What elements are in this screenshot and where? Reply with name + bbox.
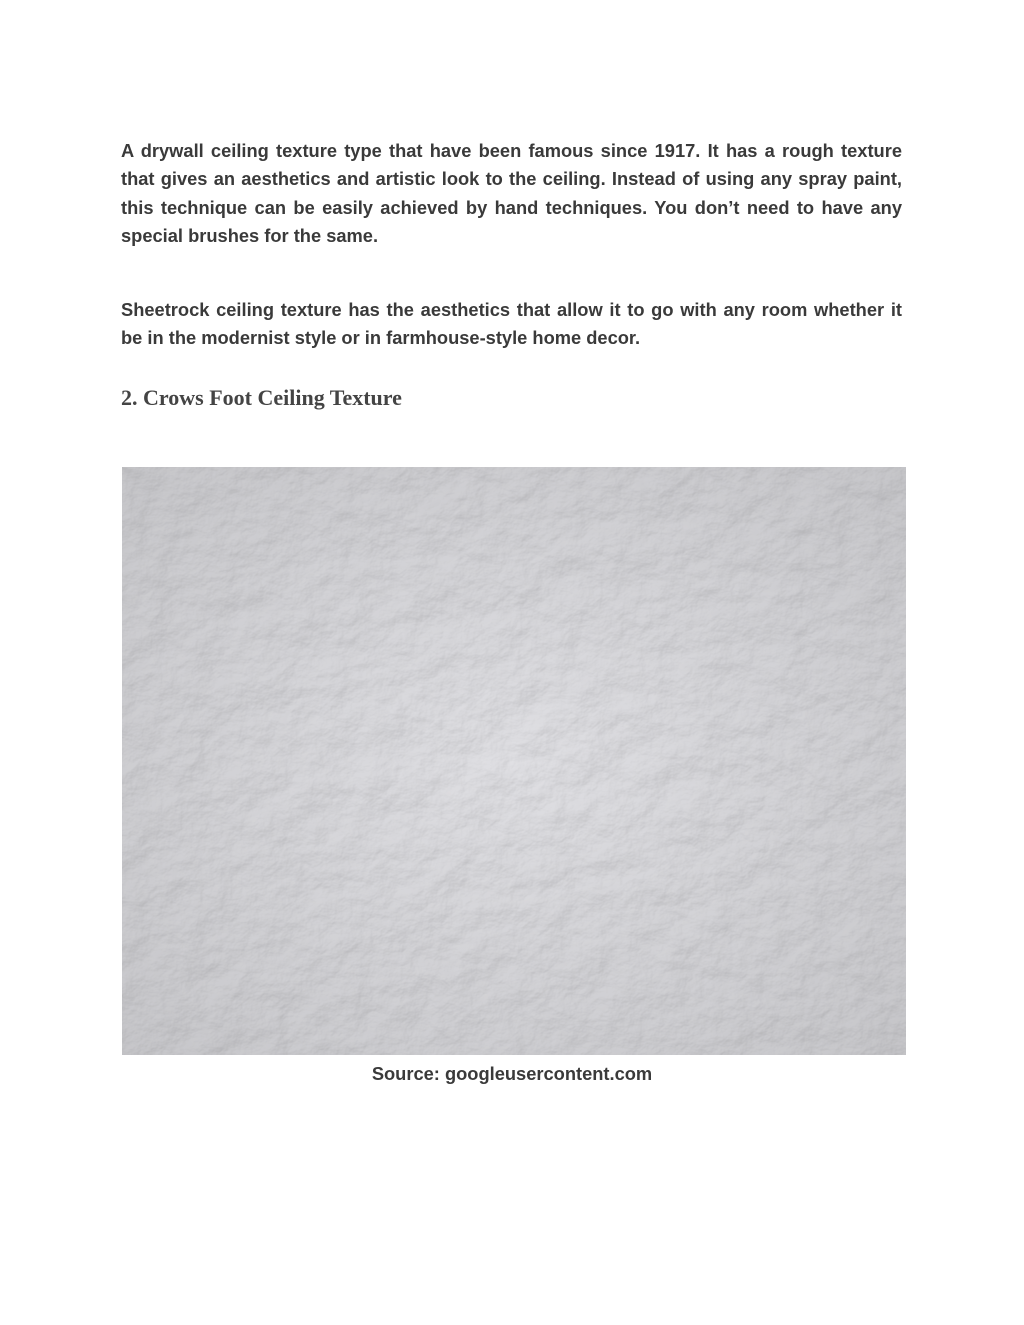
image-caption: Source: googleusercontent.com (371, 1063, 653, 1084)
body-paragraph-1: A drywall ceiling texture type that have been famous since 1917. It has a rough texture that gives an aesthetics and artistic look to the ceiling. Instead of using any spray paint, this technique can be easily achieved by hand techniques. You don’t need to have any special brushes for the same. (121, 140, 902, 246)
section-heading: 2. Crows Foot Ceiling Texture (121, 385, 402, 410)
crows-foot-texture-photo (122, 467, 906, 1055)
body-paragraph-2: Sheetrock ceiling texture has the aesthetics that allow it to go with any room whether it be in the modernist style or in farmhouse-style home decor. (121, 299, 902, 349)
texture-image (122, 467, 906, 1055)
